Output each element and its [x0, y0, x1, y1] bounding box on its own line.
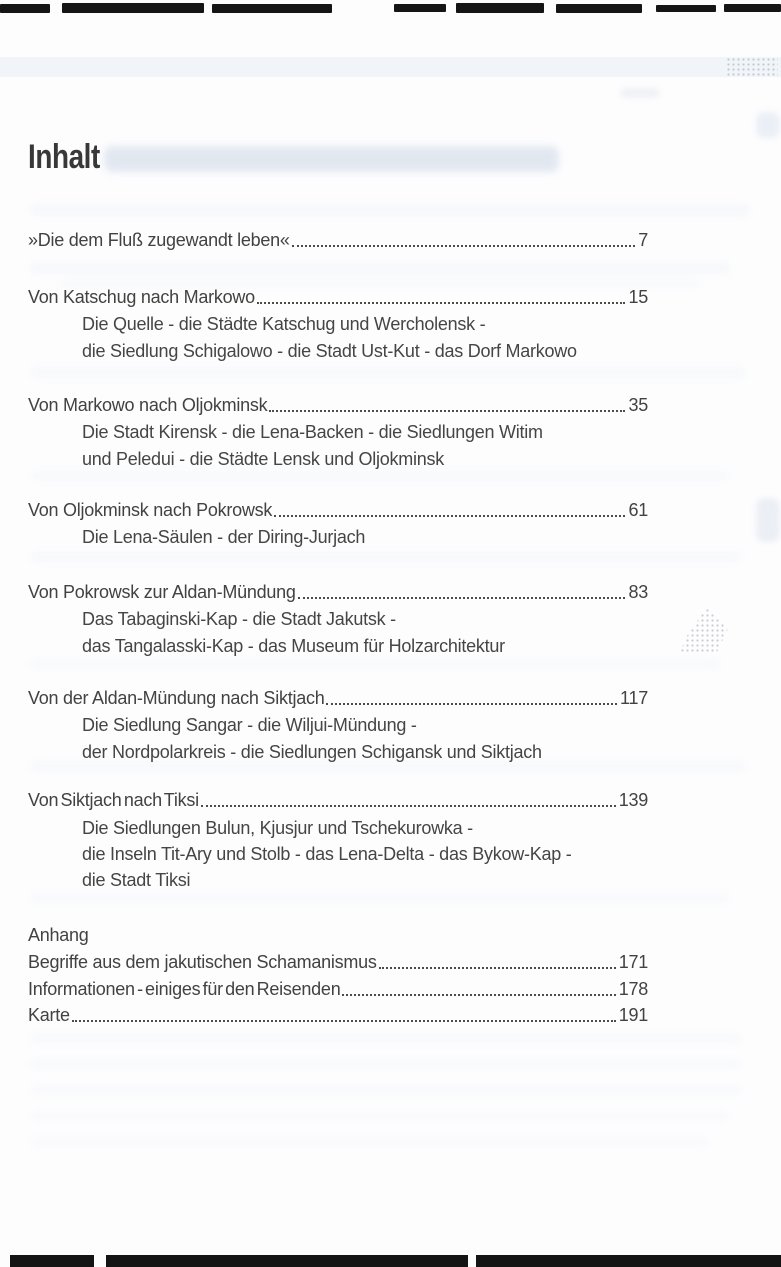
scan-edge-segment — [724, 4, 781, 12]
scan-edge-segment — [556, 4, 642, 13]
scan-edge-segment — [10, 1255, 781, 1267]
toc-entry-title: Von Markowo nach Oljokminsk — [28, 395, 268, 415]
toc-page-number: 191 — [618, 1005, 648, 1025]
toc-entry-title: Von Oljokminsk nach Pokrowsk — [28, 500, 273, 520]
scan-edge-segment — [456, 3, 544, 13]
bleed-through-heading — [104, 146, 559, 172]
appendix-entry-title: Begriffe aus dem jakutischen Schamanismus — [28, 952, 377, 972]
bleed-through-line — [30, 366, 746, 379]
toc-entry-subline: Die Siedlungen Bulun, Kjusjur und Tschekurowka - — [82, 818, 473, 838]
bleed-through-line — [30, 893, 730, 905]
toc-page-number: 178 — [618, 979, 648, 999]
scan-edge-segment — [656, 5, 716, 12]
scan-edge-gap — [468, 1255, 476, 1267]
toc-entry-row — [28, 286, 648, 308]
toc-page-number: 117 — [620, 688, 648, 708]
toc-entry-title: Von Katschug nach Markowo — [28, 287, 255, 307]
bleed-through-line — [30, 551, 742, 563]
scan-edge-segment — [394, 4, 446, 12]
toc-entry-subline: Die Siedlung Sangar - die Wiljui-Mündung - — [82, 715, 417, 735]
toc-page-number: 15 — [628, 287, 648, 307]
appendix-entry-row — [28, 1004, 648, 1026]
bleed-through-line — [30, 470, 730, 482]
bleed-through-line — [30, 262, 730, 275]
dot-leader — [298, 597, 626, 599]
toc-entry-row — [28, 394, 648, 416]
scan-edge-gap — [94, 1255, 106, 1267]
toc-page-number: 35 — [628, 395, 648, 415]
bleed-through-line — [30, 658, 720, 670]
smudge-artifact — [756, 112, 780, 138]
scan-edge-segment — [0, 4, 50, 13]
toc-entry-subline: die Inseln Tit-Ary und Stolb - das Lena-Delta - das Bykow-Kap - — [82, 844, 572, 864]
appendix-heading: Anhang — [28, 925, 89, 945]
toc-page-number: 171 — [618, 952, 648, 972]
toc-entry-subline: Die Quelle - die Städte Katschug und Wercholensk - — [82, 314, 486, 334]
appendix-entry-row — [28, 951, 648, 973]
dot-leader — [292, 245, 636, 247]
toc-entry-title: »Die dem Fluß zugewandt leben« — [28, 230, 290, 250]
smudge-artifact — [756, 498, 780, 542]
dot-leader — [72, 1020, 616, 1022]
toc-entry-subline: die Stadt Tiksi — [82, 870, 191, 890]
toc-entry-subline: Die Stadt Kirensk - die Lena-Backen - die Siedlungen Witim — [82, 422, 543, 442]
dot-leader — [379, 967, 616, 969]
toc-entry-row — [28, 581, 648, 603]
bleed-through-line — [30, 1058, 742, 1070]
dot-leader — [269, 410, 625, 412]
toc-entry-subline: das Tangalasski-Kap - das Museum für Holzarchitektur — [82, 636, 505, 656]
scan-band — [0, 57, 781, 77]
bleed-through-line — [30, 1032, 742, 1044]
toc-entry-row — [28, 687, 648, 709]
toc-entry-subline: der Nordpolarkreis - die Siedlungen Schigansk und Siktjach — [82, 742, 542, 762]
toc-page-number: 139 — [618, 790, 648, 810]
toc-entry-subline: und Peledui - die Städte Lensk und Oljokminsk — [82, 449, 444, 469]
speckle-artifact — [680, 608, 728, 654]
smudge-artifact — [620, 88, 660, 98]
toc-entry-row — [28, 499, 648, 521]
scan-edge-segment — [212, 4, 332, 13]
toc-entry-title: Von Siktjach nach Tiksi — [28, 790, 199, 810]
toc-entry-subline: die Siedlung Schigalowo - die Stadt Ust-Kut - das Dorf Markowo — [82, 341, 577, 361]
toc-page-number: 83 — [628, 582, 648, 602]
toc-entry-subline: Die Lena-Säulen - der Diring-Jurjach — [82, 527, 366, 547]
appendix-entry-title: Karte — [28, 1005, 70, 1025]
dot-leader — [274, 515, 625, 517]
dot-leader — [201, 805, 616, 807]
toc-entry-title: Von der Aldan-Mündung nach Siktjach — [28, 688, 325, 708]
dot-leader — [257, 302, 626, 304]
page-title: Inhalt — [28, 138, 100, 176]
dot-leader — [326, 703, 617, 705]
bleed-through-line — [30, 1084, 742, 1096]
toc-entry-subline: Das Tabaginski-Kap - die Stadt Jakutsk - — [82, 609, 396, 629]
bleed-through-line — [30, 203, 750, 217]
toc-entry-row — [28, 789, 648, 811]
bleed-through-line — [30, 1110, 730, 1122]
appendix-entry-row — [28, 978, 648, 1000]
toc-entry-row — [28, 229, 648, 251]
toc-page-number: 61 — [628, 500, 648, 520]
appendix-entry-title: Informationen - einiges für den Reisenden — [28, 979, 341, 999]
scan-edge-segment — [62, 3, 204, 13]
toc-page-number: 7 — [638, 230, 648, 250]
bleed-through-line — [30, 1136, 710, 1148]
toc-entry-title: Von Pokrowsk zur Aldan-Mündung — [28, 582, 296, 602]
dot-leader — [342, 994, 615, 996]
